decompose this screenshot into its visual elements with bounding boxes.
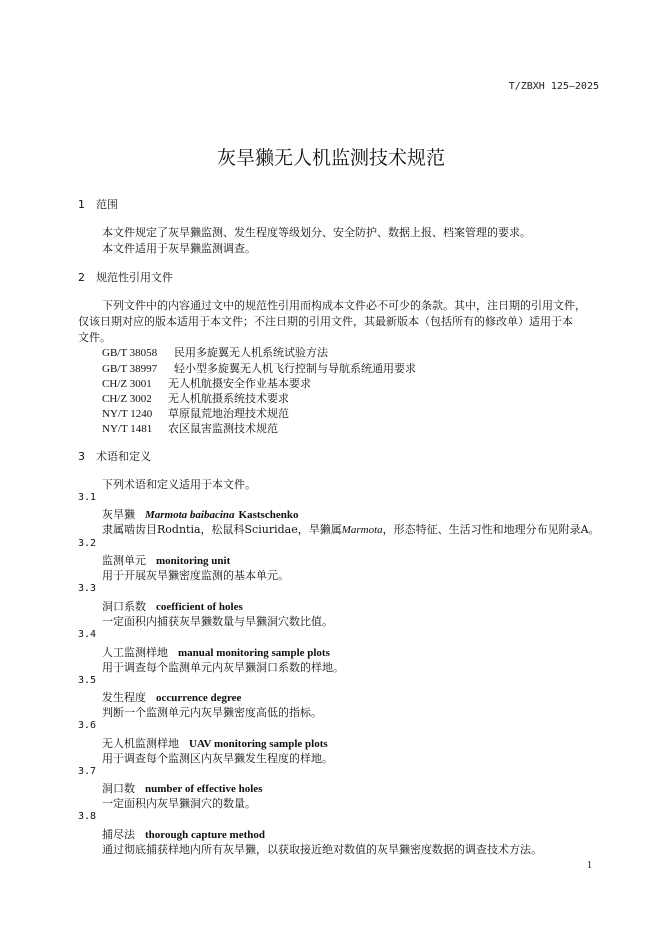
term-author: Kastschenko	[238, 509, 299, 521]
term-definition: 用于调查每个监测单元内灰旱獭洞口系数的样地。	[102, 661, 344, 674]
term-number: 3.1	[78, 492, 97, 503]
reference-title: 农区鼠害监测技术规范	[168, 422, 278, 435]
reference-item	[102, 375, 311, 391]
term-heading	[102, 689, 241, 705]
reference-code: GB/T 38058	[102, 347, 158, 359]
term-zh: 洞口数	[102, 782, 135, 795]
definition-text: ，形态特征、生活习性和地理分布见附录A。	[382, 523, 600, 536]
document-title: 灰旱獭无人机监测技术规范	[216, 147, 445, 169]
term-heading	[102, 552, 230, 568]
section-number: 2	[78, 271, 85, 284]
reference-title: 草原鼠荒地治理技术规范	[168, 407, 289, 420]
term-en: occurrence degree	[156, 692, 242, 704]
section-1-heading	[78, 196, 118, 212]
term-number: 3.4	[78, 629, 97, 640]
section-number: 3	[78, 450, 85, 463]
term-heading	[102, 598, 243, 614]
paragraph: 下列术语和定义适用于本文件。	[102, 478, 256, 491]
term-heading	[102, 735, 328, 751]
section-3-heading	[78, 448, 151, 464]
term-number: 3.5	[78, 675, 97, 686]
term-zh: 无人机监测样地	[102, 737, 179, 750]
term-definition: 通过彻底捕获样地内所有灰旱獭，以获取接近绝对数值的灰旱獭密度数据的调查技术方法。	[102, 843, 542, 856]
term-heading	[102, 644, 330, 660]
term-zh: 发生程度	[102, 691, 146, 704]
term-en: coefficient of holes	[156, 601, 243, 613]
paragraph-line: 下列文件中的内容通过文中的规范性引用而构成本文件必不可少的条款。其中，注日期的引用文件，	[102, 299, 586, 312]
term-en: monitoring unit	[156, 555, 231, 567]
reference-item	[102, 344, 328, 360]
section-number: 1	[78, 198, 85, 211]
term-zh: 监测单元	[102, 554, 146, 567]
term-scientific-name: Marmota baibacina	[145, 509, 235, 521]
section-title: 范围	[96, 198, 118, 211]
term-number: 3.3	[78, 583, 97, 594]
section-title: 规范性引用文件	[96, 271, 173, 284]
term-definition: 用于调查每个监测区内灰旱獭发生程度的样地。	[102, 752, 333, 765]
paragraph-line: 文件。	[78, 331, 111, 344]
term-number: 3.2	[78, 538, 97, 549]
paragraph: 本文件规定了灰旱獭监测、发生程度等级划分、安全防护、数据上报、档案管理的要求。	[102, 226, 531, 239]
reference-code: CH/Z 3002	[102, 393, 152, 405]
term-heading	[102, 826, 265, 842]
term-definition: 判断一个监测单元内灰旱獭密度高低的指标。	[102, 706, 322, 719]
term-heading	[102, 506, 298, 522]
paragraph-line: 仅该日期对应的版本适用于本文件；不注日期的引用文件，其最新版本（包括所有的修改单）适用于本	[78, 315, 573, 328]
term-heading	[102, 780, 262, 796]
paragraph: 本文件适用于灰旱獭监测调查。	[102, 242, 256, 255]
term-en: manual monitoring sample plots	[178, 647, 330, 659]
term-definition: 用于开展灰旱獭密度监测的基本单元。	[102, 569, 289, 582]
reference-code: NY/T 1240	[102, 408, 153, 420]
reference-title: 无人机航摄安全作业基本要求	[168, 377, 311, 390]
page-number: 1	[587, 860, 592, 871]
reference-title: 民用多旋翼无人机系统试验方法	[174, 346, 328, 359]
reference-title: 轻小型多旋翼无人机飞行控制与导航系统通用要求	[174, 362, 416, 375]
term-zh: 灰旱獭	[102, 508, 135, 521]
term-en: UAV monitoring sample plots	[189, 738, 328, 750]
reference-item	[102, 390, 289, 406]
section-title: 术语和定义	[96, 450, 151, 463]
term-zh: 捕尽法	[102, 828, 135, 841]
reference-code: NY/T 1481	[102, 423, 153, 435]
term-zh: 洞口系数	[102, 600, 146, 613]
term-number: 3.6	[78, 720, 97, 731]
definition-scientific-name: Marmota	[341, 524, 383, 536]
definition-text: 隶属啮齿目Rodntia，松鼠科Sciuridae，旱獭属	[102, 523, 342, 536]
standard-number: T/ZBXH 125—2025	[508, 81, 599, 92]
reference-code: GB/T 38997	[102, 363, 158, 375]
term-definition: 一定面积内捕获灰旱獭数量与旱獭洞穴数比值。	[102, 615, 333, 628]
term-en: thorough capture method	[145, 829, 265, 841]
term-definition	[102, 521, 600, 537]
reference-title: 无人机航摄系统技术要求	[168, 392, 289, 405]
reference-item	[102, 360, 416, 376]
term-number: 3.8	[78, 811, 97, 822]
term-en: number of effective holes	[145, 783, 263, 795]
term-zh: 人工监测样地	[102, 646, 168, 659]
term-number: 3.7	[78, 766, 97, 777]
reference-item	[102, 405, 289, 421]
term-definition: 一定面积内灰旱獭洞穴的数量。	[102, 797, 256, 810]
reference-code: CH/Z 3001	[102, 378, 152, 390]
section-2-heading	[78, 269, 173, 285]
reference-item	[102, 420, 278, 436]
